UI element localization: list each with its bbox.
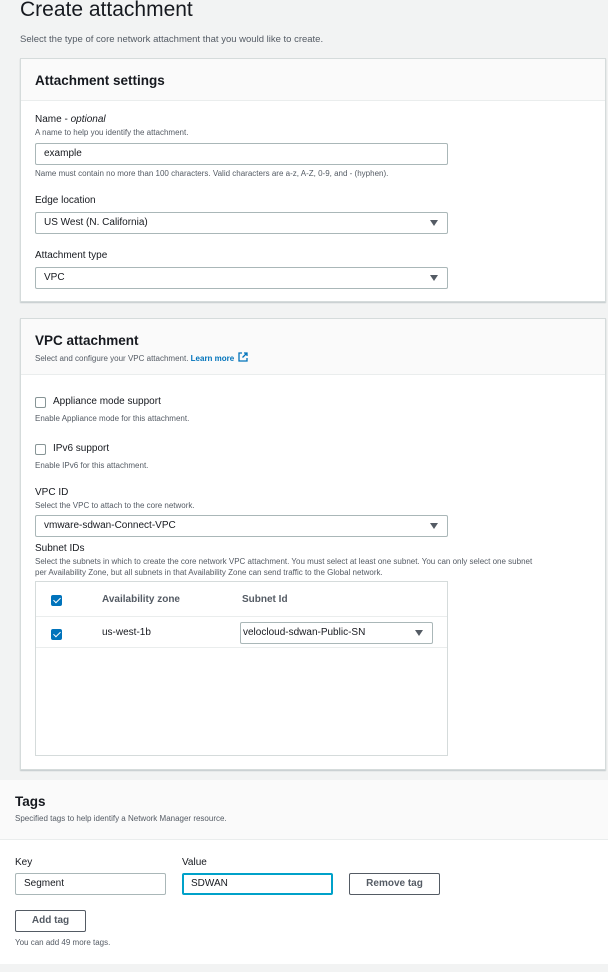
subnet-id-name: sdwan-Public-SN <box>288 627 366 638</box>
subnet-table <box>35 581 448 756</box>
ipv6-support-checkbox[interactable] <box>35 444 46 455</box>
tags-description: Specified tags to help identify a Network Manager resource. <box>15 814 227 823</box>
tag-key-label: Key <box>15 857 33 868</box>
vpc-id-description: Select the VPC to attach to the core network. <box>35 501 195 510</box>
name-description: A name to help you identify the attachment. <box>35 128 189 137</box>
tag-key-input[interactable]: Segment <box>15 873 166 895</box>
subnet-id-select[interactable] <box>240 622 433 644</box>
subnet-id-prefix: velocloud- <box>243 627 289 638</box>
tags-body <box>0 840 608 964</box>
tags-header: Tags <box>15 794 46 809</box>
vpc-attachment-desc-text: Select and configure your VPC attachment. <box>35 354 189 363</box>
appliance-mode-description: Enable Appliance mode for this attachment. <box>35 414 190 423</box>
caret-down-icon <box>430 523 438 529</box>
vpc-attachment-description <box>35 352 248 363</box>
appliance-mode-checkbox[interactable] <box>35 397 46 408</box>
subnet-ids-label: Subnet IDs <box>35 543 85 554</box>
tag-value-label: Value <box>182 857 207 868</box>
edge-location-label: Edge location <box>35 195 96 206</box>
external-link-icon[interactable] <box>238 352 248 362</box>
column-header-subnet-id: Subnet Id <box>242 594 288 605</box>
vpc-id-value: vmware-sdwan-Connect-VPC <box>44 520 176 531</box>
vpc-id-label: VPC ID <box>35 487 69 498</box>
select-all-checkbox[interactable] <box>51 595 62 606</box>
attachment-type-select[interactable] <box>35 267 448 289</box>
name-optional: optional <box>70 114 106 125</box>
edge-location-value: US West (N. California) <box>44 217 148 228</box>
availability-zone-cell: us-west-1b <box>102 627 151 638</box>
attachment-type-value: VPC <box>44 272 65 283</box>
column-header-availability-zone: Availability zone <box>102 594 180 605</box>
edge-location-select[interactable] <box>35 212 448 234</box>
attachment-settings-panel <box>20 58 606 302</box>
tags-remaining: You can add 49 more tags. <box>15 938 111 947</box>
vpc-attachment-panel <box>20 318 606 770</box>
caret-down-icon <box>430 275 438 281</box>
name-label-text: Name <box>35 114 62 125</box>
page-title: Create attachment <box>20 0 193 21</box>
add-tag-button[interactable]: Add tag <box>15 910 86 932</box>
row-checkbox[interactable] <box>51 629 62 640</box>
remove-tag-button[interactable]: Remove tag <box>349 873 440 895</box>
subnet-ids-description-2: per Availability Zone, but all subnets in that Availability Zone can send traffic to the Global network. <box>35 568 383 577</box>
subnet-ids-description-1: Select the subnets in which to create the core network VPC attachment. You must select at least one subnet. You can only select one subnet <box>35 557 533 566</box>
name-input[interactable]: example <box>35 143 448 165</box>
page-description: Select the type of core network attachment that you would like to create. <box>20 34 324 45</box>
attachment-settings-header: Attachment settings <box>35 73 165 88</box>
tags-header-section <box>0 780 608 840</box>
tag-value-input[interactable]: SDWAN <box>182 873 333 895</box>
ipv6-support-label: IPv6 support <box>53 443 110 454</box>
appliance-mode-label: Appliance mode support <box>53 396 161 407</box>
learn-more-link[interactable]: Learn more <box>190 354 235 363</box>
vpc-id-select[interactable] <box>35 515 448 537</box>
caret-down-icon <box>415 630 423 636</box>
attachment-type-label: Attachment type <box>35 250 108 261</box>
name-label: Name - optional <box>35 114 106 125</box>
vpc-attachment-header: VPC attachment <box>35 333 139 348</box>
caret-down-icon <box>430 220 438 226</box>
ipv6-support-description: Enable IPv6 for this attachment. <box>35 461 149 470</box>
name-constraint: Name must contain no more than 100 characters. Valid characters are a-z, A-Z, 0-9, and - (hyphen). <box>35 169 389 178</box>
